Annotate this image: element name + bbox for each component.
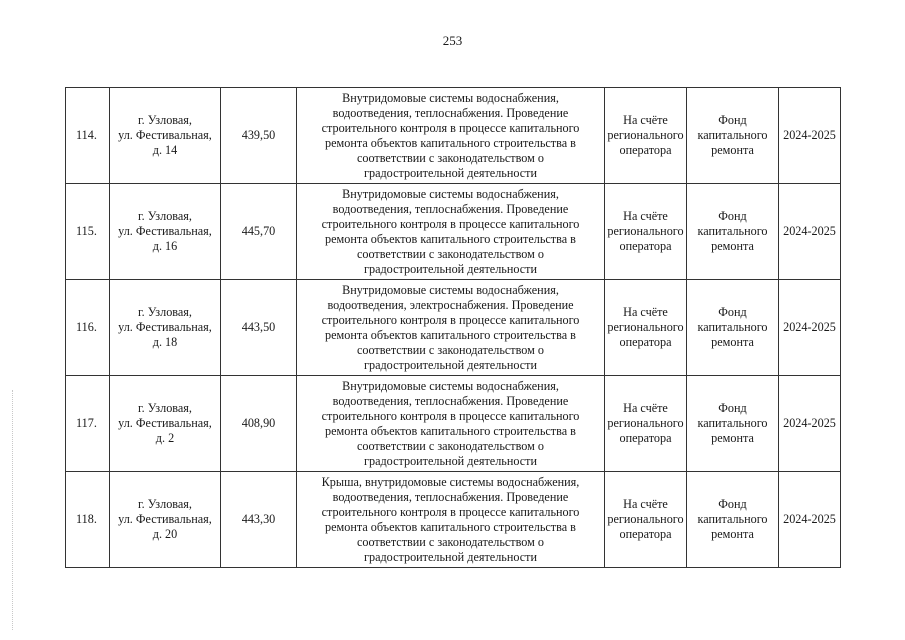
scan-edge-mark: [12, 390, 14, 630]
repair-schedule-table-container: [65, 87, 840, 568]
area-cell: [221, 472, 297, 568]
fund-cell-line: ремонта: [711, 335, 754, 349]
address-cell-line: д. 14: [152, 143, 178, 157]
fund-cell-line: капитального: [697, 416, 768, 430]
account-cell-line: регионального: [607, 128, 684, 142]
address-cell-line: ул. Фестивальная,: [118, 128, 212, 142]
period-cell: [779, 472, 841, 568]
period-cell-text: 2024-2025: [783, 128, 836, 142]
address-cell-line: д. 2: [155, 431, 175, 445]
works-cell-line: соответствии с законодательством о: [356, 342, 545, 357]
address-cell: [110, 184, 221, 280]
address-cell-line: ул. Фестивальная,: [118, 512, 212, 526]
row-number-cell: [66, 472, 110, 568]
area-cell: [221, 88, 297, 184]
area-cell: [221, 184, 297, 280]
row-number-cell-text: 117.: [76, 416, 97, 430]
fund-cell: [687, 184, 779, 280]
works-cell-line: водоотведения, теплоснабжения. Проведение: [332, 393, 569, 408]
account-cell-line: оператора: [619, 143, 672, 157]
works-cell-line: Внутридомовые системы водоснабжения,: [342, 378, 559, 393]
row-number-cell-text: 115.: [76, 224, 97, 238]
account-cell-line: оператора: [619, 239, 672, 253]
fund-cell: [687, 376, 779, 472]
address-cell-line: д. 18: [152, 335, 178, 349]
table-body: [66, 88, 841, 568]
works-cell-line: водоотведения, электроснабжения. Проведение: [327, 297, 574, 312]
works-cell-line: водоотведения, теплоснабжения. Проведение: [332, 201, 569, 216]
works-cell-line: соответствии с законодательством о: [356, 534, 545, 549]
works-cell-line: строительного контроля в процессе капитального: [321, 120, 580, 135]
address-cell-line: г. Узловая,: [138, 113, 192, 127]
address-cell-line: г. Узловая,: [138, 209, 192, 223]
table-row: [66, 184, 841, 280]
table-row: [66, 376, 841, 472]
account-cell-line: регионального: [607, 512, 684, 526]
account-cell-line: оператора: [619, 335, 672, 349]
row-number-cell-text: 114.: [76, 128, 97, 142]
account-cell-line: оператора: [619, 431, 672, 445]
works-cell-line: строительного контроля в процессе капитального: [321, 216, 580, 231]
fund-cell-line: капитального: [697, 128, 768, 142]
works-cell-line: Внутридомовые системы водоснабжения,: [342, 90, 559, 105]
period-cell-text: 2024-2025: [783, 416, 836, 430]
fund-cell-line: ремонта: [711, 527, 754, 541]
works-cell-line: ремонта объектов капитального строительства в: [325, 135, 576, 150]
account-cell-line: На счёте: [623, 497, 668, 511]
row-number-cell: [66, 280, 110, 376]
address-cell-line: г. Узловая,: [138, 497, 192, 511]
fund-cell-line: капитального: [697, 224, 768, 238]
address-cell-line: г. Узловая,: [138, 401, 192, 415]
page-number: 253: [442, 33, 463, 48]
period-cell-text: 2024-2025: [783, 224, 836, 238]
works-cell-line: градостроительной деятельности: [363, 261, 538, 276]
repair-schedule-table: [65, 87, 841, 568]
row-number-cell-text: 116.: [76, 320, 97, 334]
period-cell: [779, 88, 841, 184]
works-cell-line: градостроительной деятельности: [363, 165, 538, 180]
fund-cell-line: ремонта: [711, 143, 754, 157]
works-cell-line: соответствии с законодательством о: [356, 246, 545, 261]
works-cell: [297, 280, 605, 376]
works-cell-line: строительного контроля в процессе капитального: [321, 504, 580, 519]
period-cell: [779, 376, 841, 472]
area-cell: [221, 376, 297, 472]
works-cell: [297, 88, 605, 184]
works-cell-line: соответствии с законодательством о: [356, 438, 545, 453]
account-cell: [605, 184, 687, 280]
account-cell-line: На счёте: [623, 113, 668, 127]
fund-cell-line: Фонд: [718, 209, 747, 223]
address-cell: [110, 280, 221, 376]
account-cell-line: На счёте: [623, 305, 668, 319]
fund-cell-line: Фонд: [718, 113, 747, 127]
period-cell-text: 2024-2025: [783, 512, 836, 526]
area-cell: [221, 280, 297, 376]
area-cell-text: 408,90: [241, 416, 276, 430]
works-cell-line: строительного контроля в процессе капитального: [321, 312, 580, 327]
fund-cell: [687, 88, 779, 184]
works-cell-line: водоотведения, теплоснабжения. Проведение: [332, 489, 569, 504]
works-cell-line: ремонта объектов капитального строительства в: [325, 423, 576, 438]
address-cell-line: д. 20: [152, 527, 178, 541]
account-cell: [605, 472, 687, 568]
fund-cell-line: капитального: [697, 320, 768, 334]
works-cell-line: ремонта объектов капитального строительства в: [325, 327, 576, 342]
works-cell-line: Внутридомовые системы водоснабжения,: [342, 282, 559, 297]
works-cell-line: ремонта объектов капитального строительства в: [325, 231, 576, 246]
works-cell-line: градостроительной деятельности: [363, 357, 538, 372]
address-cell-line: г. Узловая,: [138, 305, 192, 319]
works-cell-line: водоотведения, теплоснабжения. Проведение: [332, 105, 569, 120]
row-number-cell-text: 118.: [76, 512, 97, 526]
account-cell-line: регионального: [607, 416, 684, 430]
row-number-cell: [66, 88, 110, 184]
area-cell-text: 443,50: [241, 320, 276, 334]
works-cell: [297, 376, 605, 472]
table-row: [66, 280, 841, 376]
row-number-cell: [66, 184, 110, 280]
account-cell-line: оператора: [619, 527, 672, 541]
works-cell: [297, 184, 605, 280]
area-cell-text: 439,50: [241, 128, 276, 142]
fund-cell: [687, 472, 779, 568]
works-cell: [297, 472, 605, 568]
address-cell: [110, 376, 221, 472]
area-cell-text: 445,70: [241, 224, 276, 238]
table-row: [66, 472, 841, 568]
works-cell-line: градостроительной деятельности: [363, 549, 538, 564]
account-cell: [605, 280, 687, 376]
fund-cell-line: капитального: [697, 512, 768, 526]
account-cell-line: На счёте: [623, 401, 668, 415]
account-cell-line: регионального: [607, 224, 684, 238]
works-cell-line: строительного контроля в процессе капитального: [321, 408, 580, 423]
account-cell: [605, 376, 687, 472]
period-cell-text: 2024-2025: [783, 320, 836, 334]
works-cell-line: Крыша, внутридомовые системы водоснабжения,: [321, 474, 580, 489]
fund-cell-line: Фонд: [718, 497, 747, 511]
works-cell-line: соответствии с законодательством о: [356, 150, 545, 165]
address-cell-line: ул. Фестивальная,: [118, 416, 212, 430]
works-cell-line: градостроительной деятельности: [363, 453, 538, 468]
fund-cell-line: Фонд: [718, 305, 747, 319]
table-row: [66, 88, 841, 184]
period-cell: [779, 184, 841, 280]
account-cell: [605, 88, 687, 184]
address-cell: [110, 88, 221, 184]
address-cell-line: ул. Фестивальная,: [118, 320, 212, 334]
area-cell-text: 443,30: [241, 512, 276, 526]
fund-cell-line: Фонд: [718, 401, 747, 415]
period-cell: [779, 280, 841, 376]
address-cell: [110, 472, 221, 568]
works-cell-line: Внутридомовые системы водоснабжения,: [342, 186, 559, 201]
address-cell-line: ул. Фестивальная,: [118, 224, 212, 238]
address-cell-line: д. 16: [152, 239, 178, 253]
account-cell-line: На счёте: [623, 209, 668, 223]
fund-cell-line: ремонта: [711, 239, 754, 253]
works-cell-line: ремонта объектов капитального строительства в: [325, 519, 576, 534]
account-cell-line: регионального: [607, 320, 684, 334]
fund-cell: [687, 280, 779, 376]
row-number-cell: [66, 376, 110, 472]
fund-cell-line: ремонта: [711, 431, 754, 445]
